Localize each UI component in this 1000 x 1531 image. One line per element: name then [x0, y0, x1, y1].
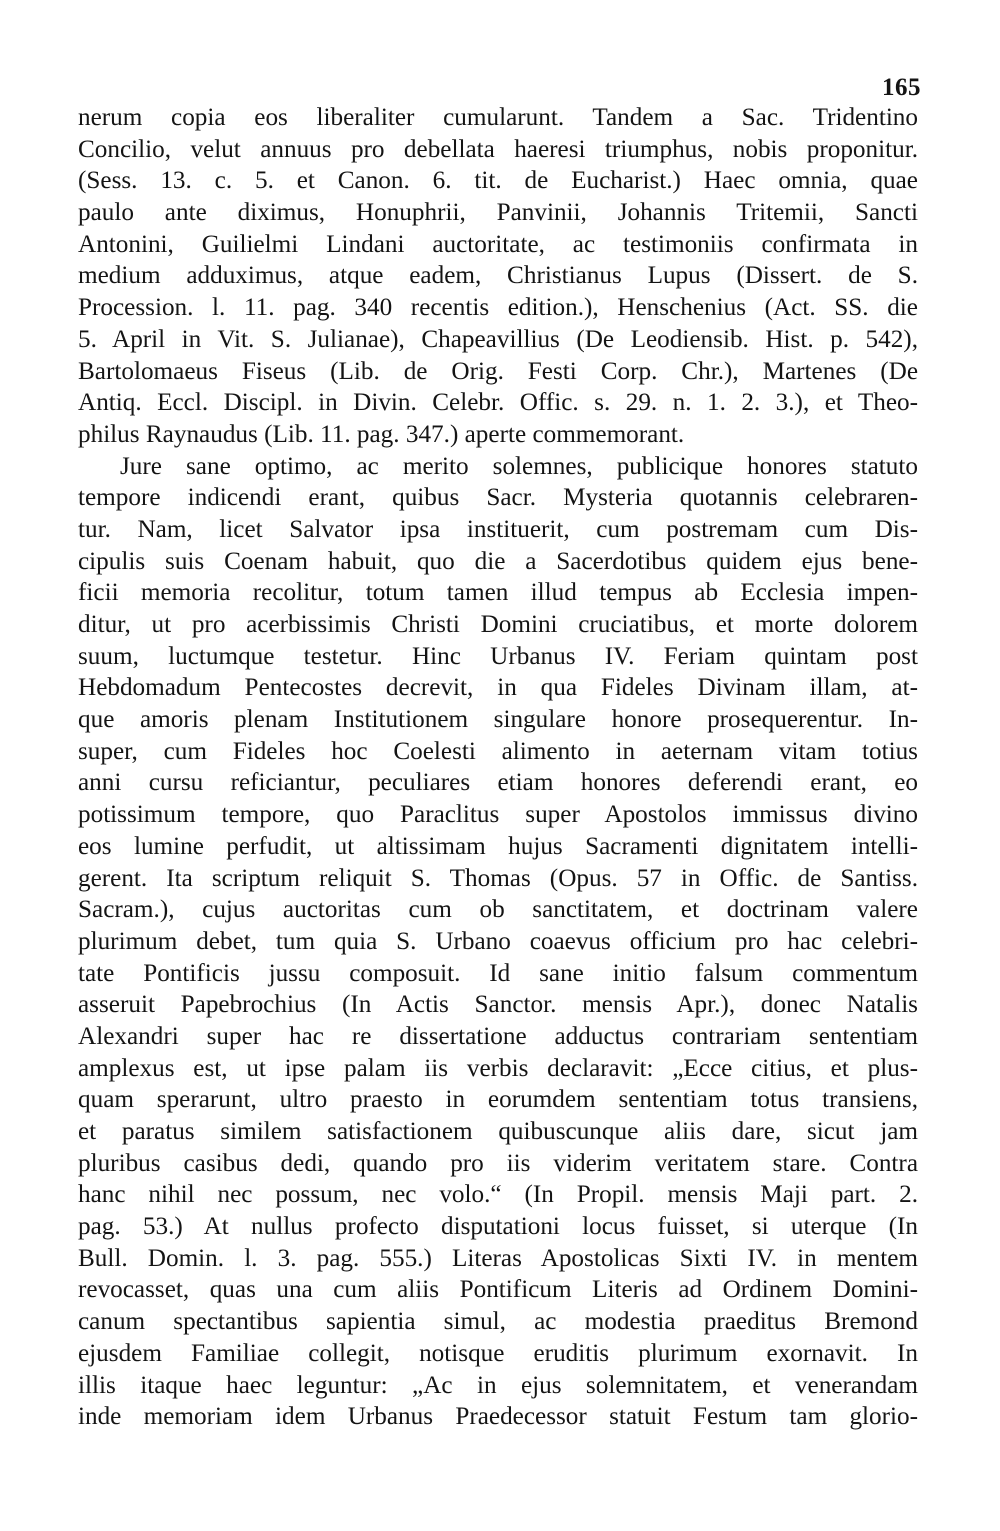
text-line: que amoris plenam Institutionem singulare honore prosequerentur. In- — [78, 706, 918, 734]
text-line: super, cum Fideles hoc Coelesti alimento in aeternam vitam totius — [78, 737, 918, 765]
text-line: asseruit Papebrochius (In Actis Sanctor. mensis Apr.), donec Natalis — [78, 991, 918, 1019]
text-line: potissimum tempore, quo Paraclitus super Apostolos immissus divino — [78, 801, 918, 829]
text-line: paulo ante diximus, Honuphrii, Panvinii, Johannis Tritemii, Sancti — [78, 199, 918, 227]
text-line: Procession. l. 11. pag. 340 recentis edition.), Henschenius (Act. SS. die — [78, 294, 918, 322]
text-line: (Sess. 13. c. 5. et Canon. 6. tit. de Eucharist.) Haec omnia, quae — [78, 167, 918, 195]
text-line: ficii memoria recolitur, totum tamen illud tempus ab Ecclesia impen- — [78, 579, 918, 607]
text-line: suum, luctumque testetur. Hinc Urbanus IV. Feriam quintam post — [78, 642, 918, 670]
text-line: nerum copia eos liberaliter cumularunt. Tandem a Sac. Tridentino — [78, 104, 918, 131]
text-line: inde memoriam idem Urbanus Praedecessor statuit Festum tam glorio- — [78, 1403, 918, 1431]
text-line: tate Pontificis jussu composuit. Id sane initio falsum commentum — [78, 959, 918, 987]
text-line: Jure sane optimo, ac merito solemnes, publicique honores statuto — [120, 452, 918, 480]
text-line: eos lumine perfudit, ut altissimam hujus Sacramenti dignitatem intelli- — [78, 832, 918, 860]
text-line: amplexus est, ut ipse palam iis verbis declaravit: „Ecce citius, et plus- — [78, 1054, 918, 1082]
text-line: pag. 53.) At nullus profecto disputationi locus fuisset, si uterque (In — [78, 1213, 918, 1241]
text-line: 5. April in Vit. S. Julianae), Chapeavillius (De Leodiensib. Hist. p. 542), — [78, 325, 918, 353]
text-line: tempore indicendi erant, quibus Sacr. Mysteria quotannis celebraren- — [78, 484, 918, 512]
text-line: Bartolomaeus Fiseus (Lib. de Orig. Festi Corp. Chr.), Martenes (De — [78, 357, 918, 385]
text-line: quam sperarunt, ultro praesto in eorumdem sententiam totus transiens, — [78, 1086, 918, 1114]
text-line: ditur, ut pro acerbissimis Christi Domini cruciatibus, et morte dolorem — [78, 611, 918, 638]
text-line: Hebdomadum Pentecostes decrevit, in qua Fideles Divinam illam, at- — [78, 674, 918, 702]
text-line: Antiq. Eccl. Discipl. in Divin. Celebr. Offic. s. 29. n. 1. 2. 3.), et Theo- — [78, 389, 918, 417]
text-line: Sacram.), cujus auctoritas cum ob sanctitatem, et doctrinam valere — [78, 896, 918, 924]
text-line: et paratus similem satisfactionem quibuscunque aliis dare, sicut jam — [78, 1118, 918, 1145]
text-line: Alexandri super hac re dissertatione adductus contrariam sententiam — [78, 1022, 918, 1050]
text-line: cipulis suis Coenam habuit, quo die a Sacerdotibus quidem ejus bene- — [78, 547, 918, 575]
text-line: revocasset, quas una cum aliis Pontificum Literis ad Ordinem Domini- — [78, 1276, 918, 1304]
text-line: ejusdem Familiae collegit, notisque eruditis plurimum exornavit. In — [78, 1339, 918, 1367]
text-line: Bull. Domin. l. 3. pag. 555.) Literas Apostolicas Sixti IV. in mentem — [78, 1244, 918, 1272]
text-line: Concilio, velut annuus pro debellata haeresi triumphus, nobis proponitur. — [78, 135, 918, 163]
text-line: illis itaque haec leguntur: „Ac in ejus solemnitatem, et venerandam — [78, 1371, 918, 1399]
text-line: anni cursu reficiantur, peculiares etiam honores deferendi erant, eo — [78, 769, 918, 797]
text-line: plurimum debet, tum quia S. Urbano coaevus officium pro hac celebri- — [78, 927, 918, 955]
text-line: philus Raynaudus (Lib. 11. pag. 347.) aperte commemorant. — [78, 420, 685, 448]
body-text — [78, 102, 918, 1433]
text-line: gerent. Ita scriptum reliquit S. Thomas (Opus. 57 in Offic. de Santiss. — [78, 864, 918, 892]
page-number: 165 — [882, 74, 921, 101]
text-line: canum spectantibus sapientia simul, ac modestia praeditus Bremond — [78, 1308, 918, 1336]
text-line: medium adduximus, atque eadem, Christianus Lupus (Dissert. de S. — [78, 262, 918, 290]
text-line: tur. Nam, licet Salvator ipsa instituerit, cum postremam cum Dis- — [78, 515, 918, 543]
text-line: Antonini, Guilielmi Lindani auctoritate, ac testimoniis confirmata in — [78, 230, 918, 258]
text-line: hanc nihil nec possum, nec volo.“ (In Propil. mensis Maji part. 2. — [78, 1181, 918, 1209]
text-line: pluribus casibus dedi, quando pro iis viderim veritatem stare. Contra — [78, 1149, 918, 1177]
